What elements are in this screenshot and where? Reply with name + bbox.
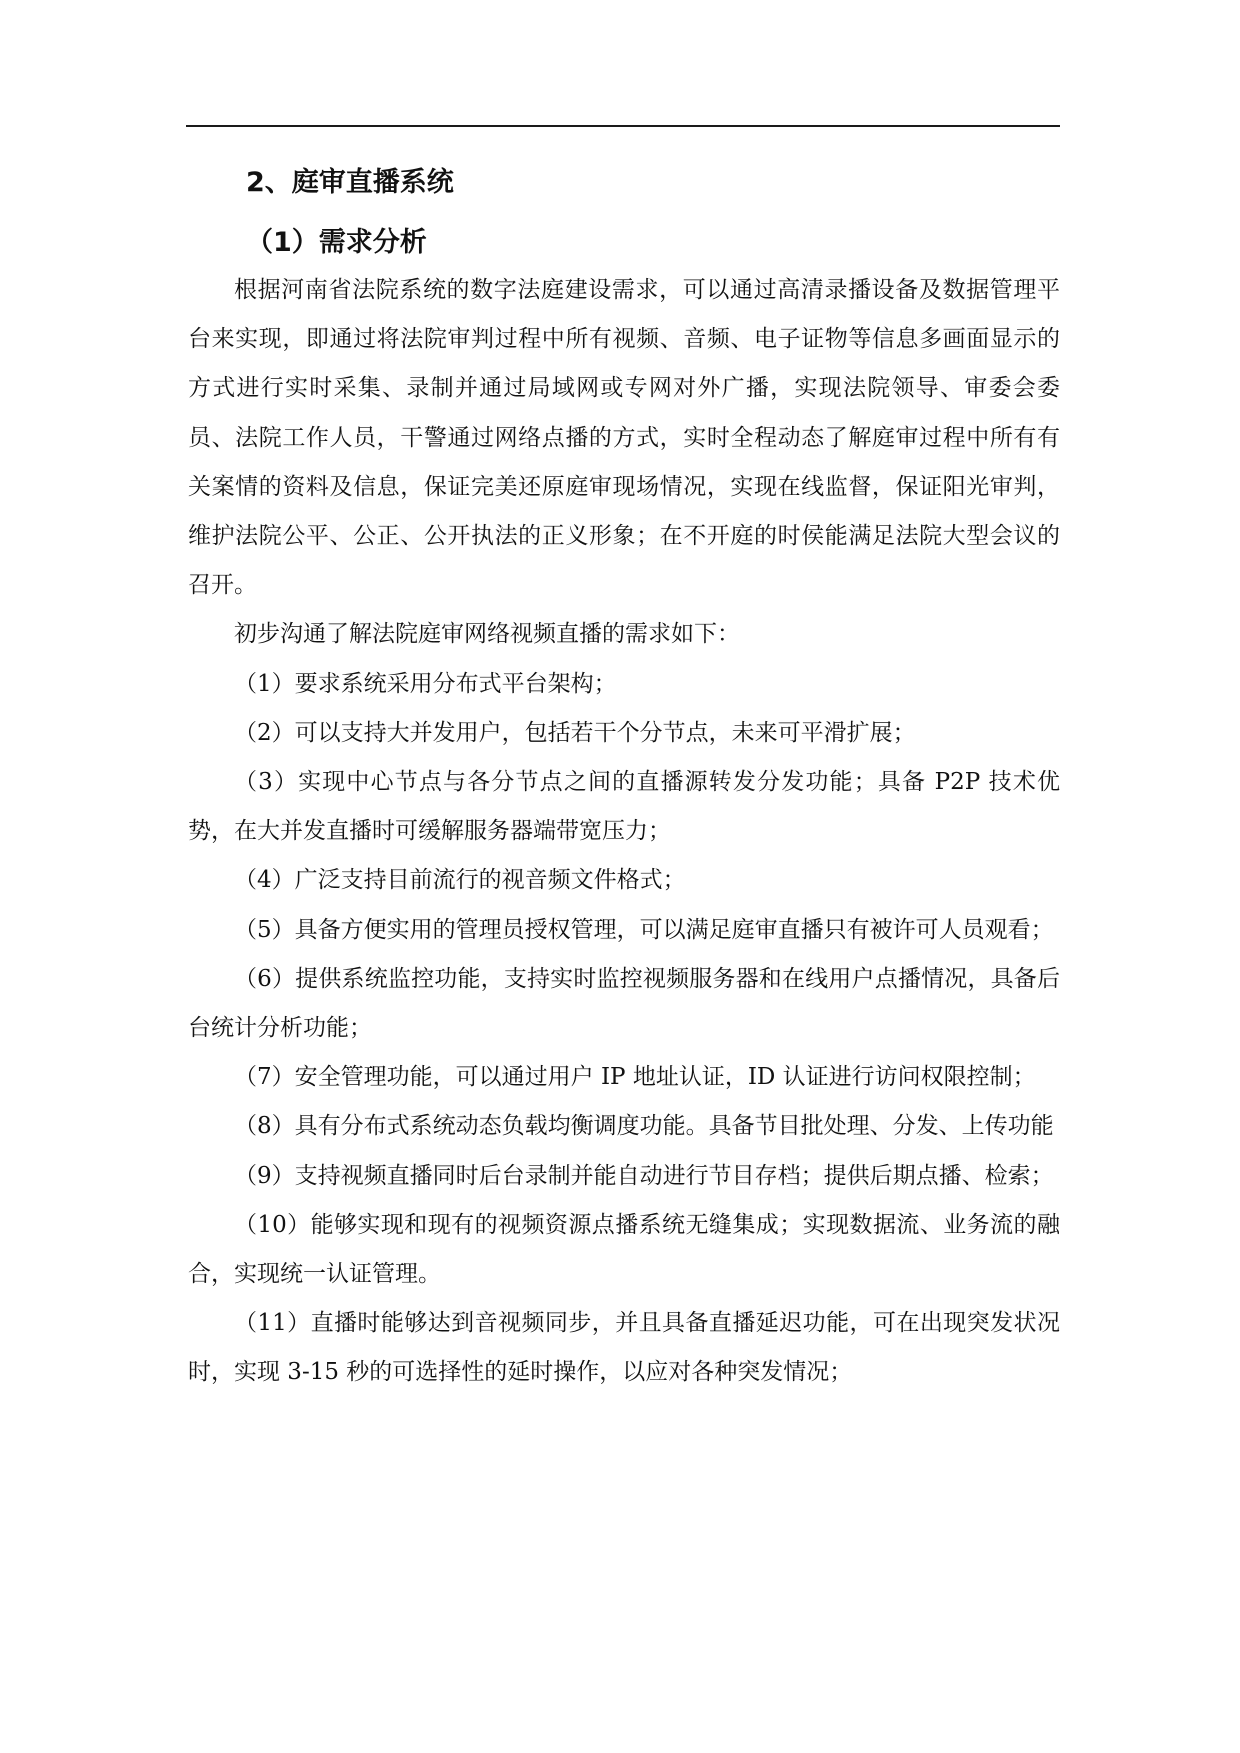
requirement-item: （9）支持视频直播同时后台录制并能自动进行节目存档；提供后期点播、检索； <box>234 1162 1054 1189</box>
requirement-item: （4）广泛支持目前流行的视音频文件格式； <box>234 867 686 894</box>
header-rule <box>186 125 1060 127</box>
document-body <box>188 160 1060 1398</box>
requirement-item: （10）能够实现和现有的视频资源点播系统无缝集成；实现数据流、业务流的融合，实现统一认证管理。 <box>188 1211 1060 1288</box>
requirement-item: （3）实现中心节点与各分节点之间的直播源转发分发功能；具备 P2P 技术优势，在大并发直播时可缓解服务器端带宽压力； <box>188 769 1060 845</box>
requirement-item: （8）具有分布式系统动态负载均衡调度功能。具备节目批处理、分发、上传功能 <box>234 1113 1054 1140</box>
requirement-item: （11）直播时能够达到音视频同步，并且具备直播延迟功能，可在出现突发状况时，实现 3-15 秒的可选择性的延时操作，以应对各种突发情况； <box>188 1310 1060 1386</box>
requirement-item: （1）要求系统采用分布式平台架构； <box>234 670 617 697</box>
requirement-item: （6）提供系统监控功能，支持实时监控视频服务器和在线用户点播情况，具备后台统计分析功能； <box>188 965 1060 1042</box>
requirement-item: （7）安全管理功能，可以通过用户 IP 地址认证，ID 认证进行访问权限控制； <box>234 1064 1036 1091</box>
subsection-title: （1）需求分析 <box>246 227 427 258</box>
intro-paragraph: 根据河南省法院系统的数字法庭建设需求，可以通过高清录播设备及数据管理平台来实现，即通过将法院审判过程中所有视频、音频、电子证物等信息多画面显示的方式进行实时采集、录制并通过局域网或专网对外广播，实现法院领导、审委会委员、法院工作人员，干警通过网络点播的方式，实时全程动态了解庭审过程中所有有关案情的资料及信息，保证完美还原庭审现场情况，实现在线监督，保证阳光审判，维护法院公平、公正、公开执法的正义形象；在不开庭的时侯能满足法院大型会议的召开。 <box>188 277 1060 599</box>
requirements-lead: 初步沟通了解法院庭审网络视频直播的需求如下： <box>234 621 740 648</box>
requirement-item: （2）可以支持大并发用户，包括若干个分节点，未来可平滑扩展； <box>234 719 916 746</box>
section-title: 2、庭审直播系统 <box>246 167 454 198</box>
requirement-item: （5）具备方便实用的管理员授权管理，可以满足庭审直播只有被许可人员观看； <box>234 916 1054 943</box>
